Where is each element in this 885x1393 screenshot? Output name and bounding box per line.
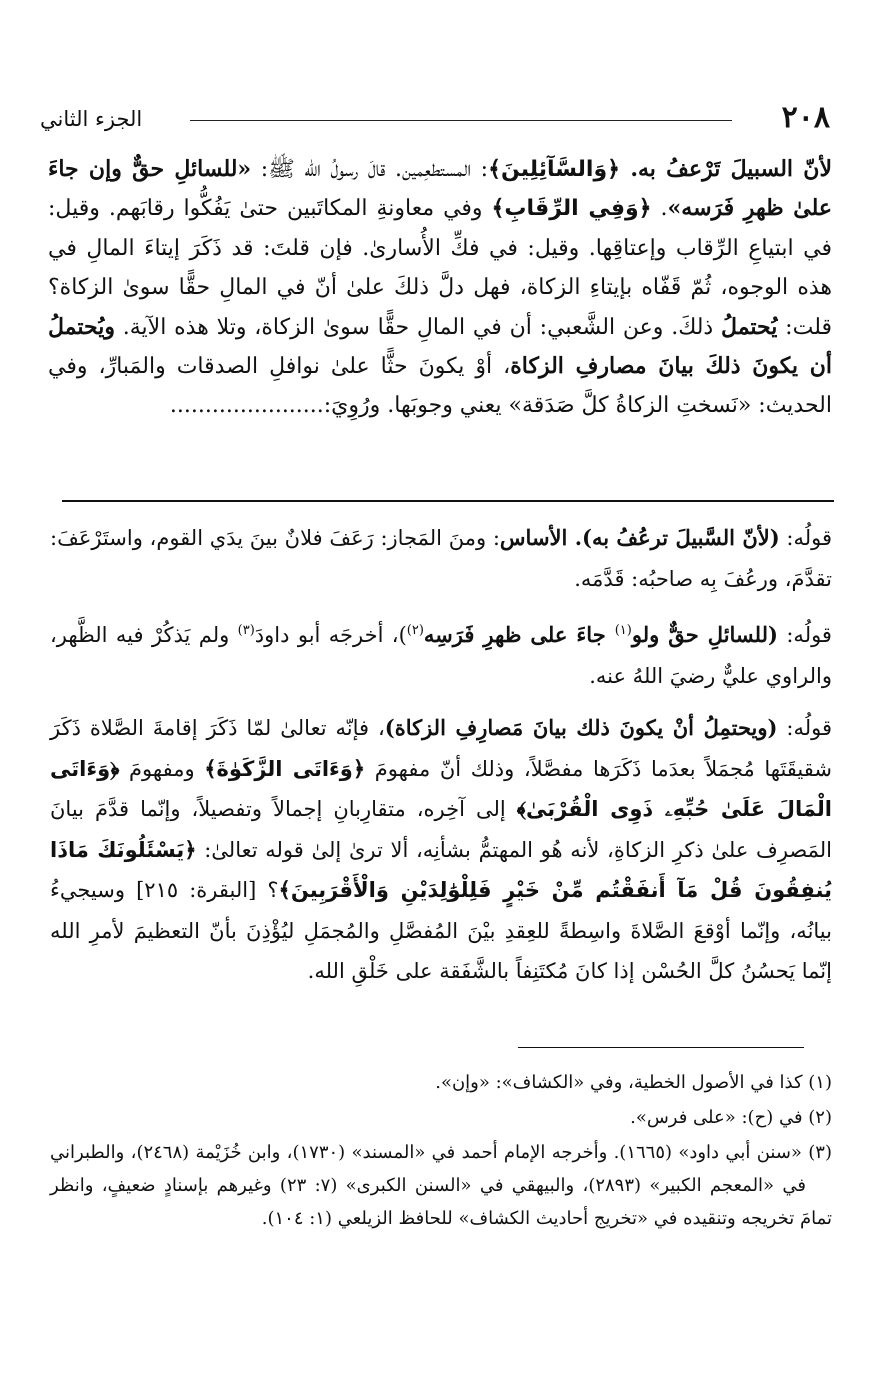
footnote-divider xyxy=(518,1047,804,1048)
commentary-text: ولم يَذكُرْ فيه الظَّهر، والراوي عليٌّ رضيَ اللهُ عنه. xyxy=(50,623,832,688)
main-text-segment: . xyxy=(651,196,668,222)
page-number: ٢٠٨ xyxy=(781,100,830,135)
main-text-divider xyxy=(62,500,834,502)
quran-quote: ﴿وَالسَّآئِلِينَ﴾ xyxy=(488,157,631,182)
footnote-ref: (١) xyxy=(614,623,632,638)
quran-quote: ﴿يَسْئَلُونَكَ مَاذَا يُنفِقُونَ قُلْ مَآ أَنفَقْتُم مِّنْ خَيْرٍ فَلِلْوَٰلِدَيْنِ وَالْأَقْرَبِينَ﴾ xyxy=(50,837,832,902)
commentary-label: قولُه: xyxy=(779,526,833,550)
page-header xyxy=(40,98,830,138)
commentary-text: ؟ [البقرة: ٢١٥] وسيجيءُ بيانُه، وإنّما أوْقعَ الصَّلاةَ واسِطةً للعِقدِ بيْنَ المُفصَّلِ والمُجمَلِ ليُؤْذِنَ بأنّ التعظيمَ لأمرِ الله إنّما يَحسُنُ كلَّ الحُسْن إذا كانَ مُكتَنِفاً بالشَّفَقة على خَلْقِ الله. xyxy=(50,878,832,983)
main-text-segment: : المستطعِمين. قالَ رسولُ الله ﷺ: xyxy=(251,157,489,182)
commentary-text: )، أخرجَه أبو داودَ xyxy=(254,623,407,647)
footnote xyxy=(50,1136,832,1235)
footnote: (٢) في (ح): «على فرس». xyxy=(630,1107,832,1128)
footnote-text: في «المعجم الكبير» (٢٨٩٣)، والبيهقي في «السنن الكبرى» (٧: ٢٣) وغيرهم بإسنادٍ ضعيفٍ، وانظر تمامَ تخريجه وتنقيده في «تخريج أحاديث الكشاف» للحافظ الزيلعي (١: ١٠٤). xyxy=(50,1175,832,1229)
main-text xyxy=(48,150,832,426)
main-text-segment: ، أوْ يكونَ حثًّا علىٰ نوافلِ الصدقات والمَبارِّ، وفي الحديث: «نَسختِ الزكاةُ كلَّ صَدَقة» يعني وجوبَها. ورُوِيَ:...................... xyxy=(48,354,832,419)
footnote-ref: (٢) xyxy=(406,623,424,638)
commentary-heading: (لأنّ السَّبيلَ ترعُفُ به). الأساس xyxy=(499,525,780,550)
commentary-heading: جاءَ على ظهرِ فَرَسِه xyxy=(423,622,615,647)
commentary-paragraph xyxy=(50,518,832,599)
commentary-text: ومفهومَ xyxy=(119,756,205,781)
header-rule xyxy=(190,120,732,121)
commentary-label: قولُه: xyxy=(777,716,832,740)
commentary-text: : ومنَ المَجاز: رَعَفَ فلانٌ بينَ يدَي القوم، واستَرْعَفَ: تقدَّمَ، ورعُفَ بِه صاحبُه: قَدَّمَه. xyxy=(50,526,832,591)
quran-quote: ﴿وَءَاتَى الزَّكَوٰةَ﴾ xyxy=(204,756,366,781)
commentary-label: قولُه: xyxy=(777,623,832,647)
commentary-text: إلى آخِره، متقارِبانِ إجمالاً وتفصيلاً، وإنّما قدَّمَ بيانَ المَصرِف علىٰ ذكرِ الزكاةِ، لأنه هُو المهتمُّ بشأنِه، ألا ترىٰ إلىٰ قوله تعالىٰ: xyxy=(50,797,832,862)
commentary-paragraph xyxy=(50,611,832,696)
footnotes xyxy=(50,1066,832,1237)
main-text-segment: ذلكَ. وعن الشَّعبي: أن في المالِ حقًّا سوىٰ الزكاة، وتلا هذه الآية. xyxy=(114,314,722,340)
quran-quote: ﴿وَفِي الرِّقَابِ﴾ xyxy=(491,196,652,222)
commentary xyxy=(50,518,832,1004)
running-title: الجزء الثاني xyxy=(40,107,143,131)
main-text-segment: ويُحتملُ أن يكونَ ذلكَ بيانَ مصارفِ الزكاة xyxy=(48,313,832,380)
main-text-segment: لأنّ السبيلَ تَرْعفُ به. xyxy=(630,156,832,182)
hadith-quote: «للسائلِ حقٌّ وإن جاءَ علىٰ ظهرِ فَرَسه» xyxy=(48,156,832,222)
commentary-paragraph xyxy=(50,708,832,992)
footnote: (١) كذا في الأصول الخطية، وفي «الكشاف»: «وإن». xyxy=(435,1072,832,1093)
commentary-heading: (ويحتمِلُ أنْ يكونَ ذلك بيانَ مَصارِفِ الزكاة) xyxy=(384,715,778,740)
footnote-text: (٣) «سنن أبي داود» (١٦٦٥). وأخرجه الإمام أحمد في «المسند» (١٧٣٠)، وابن خُزَيْمة (٢٤٦٨)، والطبراني xyxy=(50,1142,832,1163)
main-text-segment: وفي معاونةِ المكاتَبين حتىٰ يَفُكُّوا رقابَهم. وقيل: في ابتياعِ الرِّقاب وإعتاقِها. وقيل: في فكِّ الأُسارىٰ. فإن قلتَ: قد ذَكَرَ إيتاءَ المالِ في هذه الوجوه، ثُمّ قَفّاه بإيتاءِ الزكاة، فهل دلَّ ذلكَ علىٰ أنّ في المالِ حقًّا سوىٰ الزكاة؟ قلت: xyxy=(48,196,832,340)
commentary-text: ، فإنّه تعالىٰ لمّا ذَكَرَ إقامةَ الصَّلاة ذَكَرَ شقيقَتَها مُجمَلاً بعدَما ذَكَرَها مفصَّلاً، وذلك أنّ مفهومَ xyxy=(50,716,832,781)
commentary-heading: (للسائلِ حقٌّ ولو xyxy=(631,622,778,647)
footnote-ref: (٣) xyxy=(237,623,255,638)
main-text-segment: يُحتملُ xyxy=(721,313,778,340)
quran-quote: ﴿وَءَاتَى الْمَالَ عَلَىٰ حُبِّهِۦ ذَوِى الْقُرْبَىٰ﴾ xyxy=(50,756,832,821)
